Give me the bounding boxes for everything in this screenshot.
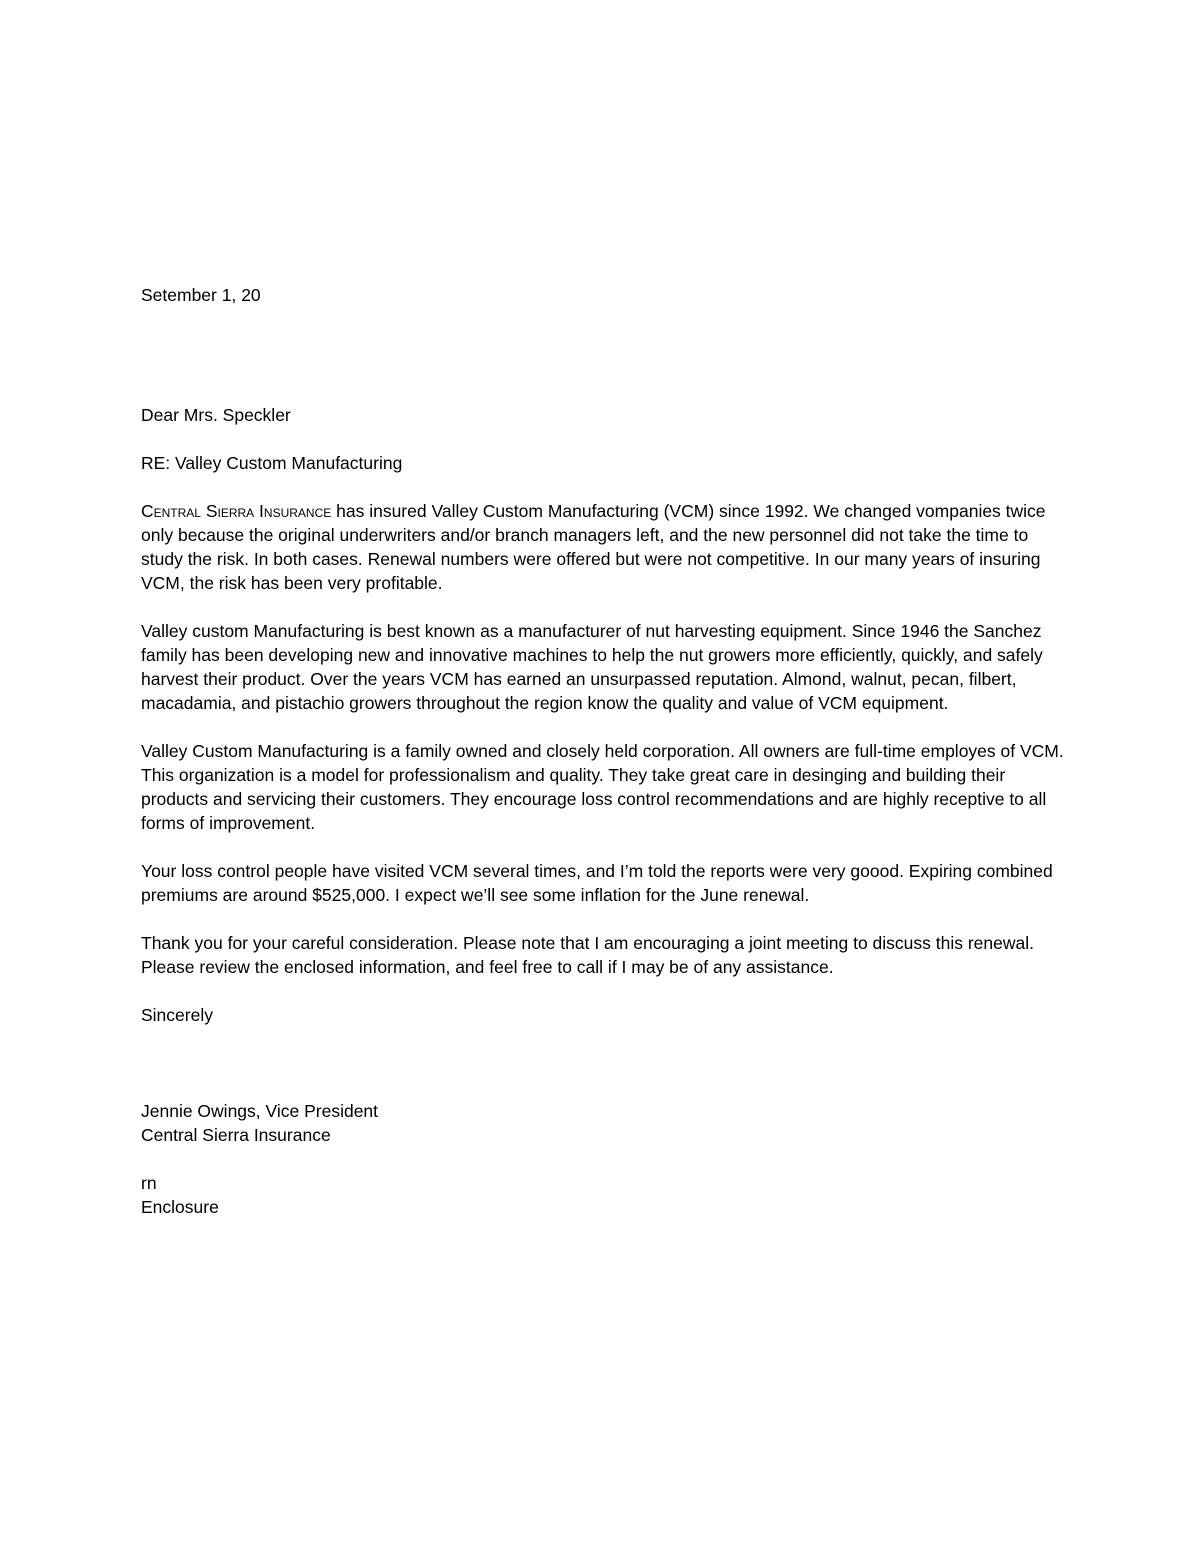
paragraph-thank-you: Thank you for your careful consideration. Please note that I am encouraging a joint meeting to discuss this renewal. Please review the enclosed information, and feel free to call if I may be of any assistance. [141,933,1034,977]
letter-date: Setember 1, 20 [141,285,261,305]
paragraph-intro [141,499,1071,595]
signer-company: Central Sierra Insurance [141,1125,331,1145]
company-name-smallcaps: Central Sierra Insurance [141,501,332,521]
paragraph-company-background: Valley custom Manufacturing is best known as a manufacturer of nut harvesting equipment. Since 1946 the Sanchez family has been developing new and innovative machines to help the nut growers more efficiently, quickly, and safely harvest their product. Over the years VCM has earned an unsurpassed reputation. Almond, walnut, pecan, filbert, macadamia, and pistachio growers throughout the region know the quality and value of VCM equipment. [141,621,1043,713]
reference-initials: rn [141,1173,157,1193]
signature-block [141,1099,1071,1147]
letter-body [141,283,1071,1219]
signer-name: Jennie Owings, Vice President [141,1101,379,1121]
paragraph-ownership: Valley Custom Manufacturing is a family owned and closely held corporation. All owners are full-time employes of VCM. This organization is a model for professionalism and quality. They take great care in desinging and building their products and servicing their customers. They encourage loss control recommendations and are highly receptive to all forms of improvement. [141,741,1064,833]
paragraph-intro-text: has insured Valley Custom Manufacturing (VCM) since 1992. We changed vompanies twice only because the original underwriters and/or branch managers left, and the new personnel did not take the time to study the risk. In both cases. Renewal numbers were offered but were not competitive. In our many years of insuring VCM, the risk has been very profitable. [141,501,1046,593]
paragraph-loss-control: Your loss control people have visited VCM several times, and I’m told the reports were very goood. Expiring combined premiums are around $525,000. I expect we’ll see some inflation for the June renewal. [141,861,1053,905]
enclosure-notation: Enclosure [141,1197,219,1217]
closing: Sincerely [141,1005,213,1025]
salutation: Dear Mrs. Speckler [141,405,291,425]
re-line: RE: Valley Custom Manufacturing [141,453,403,473]
